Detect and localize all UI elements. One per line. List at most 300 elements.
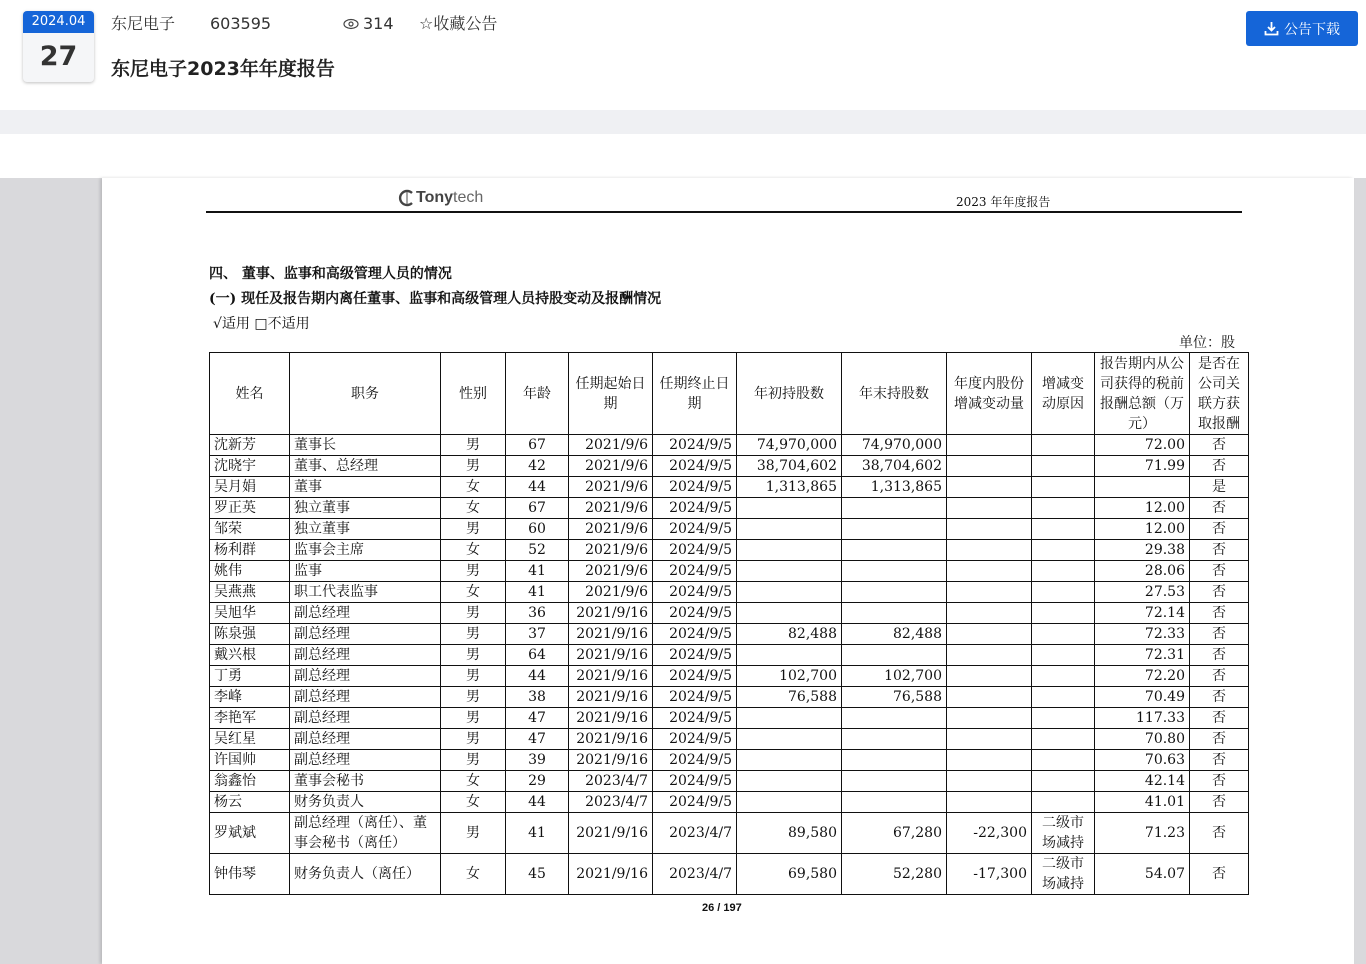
table-cell: 2024/9/5 <box>653 456 737 477</box>
table-cell: 2021/9/16 <box>569 603 653 624</box>
table-cell <box>947 456 1032 477</box>
download-button[interactable] <box>1246 11 1358 46</box>
stock-code[interactable]: 603595 <box>210 14 272 33</box>
table-cell <box>842 792 947 813</box>
table-cell <box>842 771 947 792</box>
table-cell: 男 <box>441 456 506 477</box>
table-cell: 沈晓宇 <box>210 456 290 477</box>
table-cell: 否 <box>1190 729 1249 750</box>
view-count-value: 314 <box>363 14 394 33</box>
table-cell: 钟伟琴 <box>210 854 290 895</box>
table-cell <box>842 519 947 540</box>
table-cell: 女 <box>441 540 506 561</box>
table-cell: 72.31 <box>1095 645 1190 666</box>
table-cell: 82,488 <box>842 624 947 645</box>
download-label: 公告下载 <box>1284 21 1340 38</box>
page-number: 26 / 197 <box>702 902 742 914</box>
viewer-margin-right <box>1354 178 1366 964</box>
table-cell: 女 <box>441 498 506 519</box>
table-cell <box>842 540 947 561</box>
table-cell: 47 <box>506 708 569 729</box>
table-cell: 2023/4/7 <box>569 792 653 813</box>
table-cell: 否 <box>1190 519 1249 540</box>
table-cell: 2024/9/5 <box>653 498 737 519</box>
table-row <box>210 561 1249 582</box>
table-cell: 财务负责人（离任） <box>290 854 441 895</box>
table-cell <box>947 708 1032 729</box>
table-cell <box>737 750 842 771</box>
table-cell: 男 <box>441 813 506 854</box>
table-row <box>210 813 1249 854</box>
table-cell: 2024/9/5 <box>653 435 737 456</box>
table-cell: 41 <box>506 582 569 603</box>
column-header: 任期终止日期 <box>653 353 737 435</box>
table-cell <box>737 561 842 582</box>
table-row <box>210 435 1249 456</box>
table-cell: 男 <box>441 519 506 540</box>
table-cell: 男 <box>441 645 506 666</box>
table-cell: 吴红星 <box>210 729 290 750</box>
table-row <box>210 666 1249 687</box>
announcement-header <box>0 0 1366 110</box>
table-cell: 吴燕燕 <box>210 582 290 603</box>
table-cell: -17,300 <box>947 854 1032 895</box>
table-cell: 2021/9/16 <box>569 666 653 687</box>
table-cell: 否 <box>1190 624 1249 645</box>
table-row <box>210 540 1249 561</box>
table-cell: 117.33 <box>1095 708 1190 729</box>
table-cell: 89,580 <box>737 813 842 854</box>
table-cell <box>842 603 947 624</box>
table-cell <box>737 771 842 792</box>
table-cell <box>737 645 842 666</box>
table-cell: 2021/9/16 <box>569 624 653 645</box>
table-cell: 102,700 <box>842 666 947 687</box>
table-cell: 2024/9/5 <box>653 561 737 582</box>
table-cell: 独立董事 <box>290 498 441 519</box>
table-cell: 1,313,865 <box>737 477 842 498</box>
table-cell <box>1032 498 1095 519</box>
table-cell: 76,588 <box>737 687 842 708</box>
table-cell <box>842 561 947 582</box>
view-count <box>343 13 394 35</box>
table-cell: 2021/9/6 <box>569 561 653 582</box>
table-cell: 2024/9/5 <box>653 582 737 603</box>
table-cell: 2024/9/5 <box>653 666 737 687</box>
table-cell <box>842 750 947 771</box>
table-cell: 男 <box>441 687 506 708</box>
table-cell: 许国帅 <box>210 750 290 771</box>
table-cell: 董事长 <box>290 435 441 456</box>
table-cell: 2021/9/6 <box>569 498 653 519</box>
table-cell: 副总经理 <box>290 708 441 729</box>
table-cell: 41 <box>506 813 569 854</box>
logo-brand: Tony <box>416 189 454 206</box>
download-icon <box>1264 21 1279 36</box>
table-cell: 52 <box>506 540 569 561</box>
table-cell <box>947 624 1032 645</box>
table-cell: 67,280 <box>842 813 947 854</box>
table-cell: 38,704,602 <box>842 456 947 477</box>
table-cell: 2021/9/6 <box>569 540 653 561</box>
table-cell: 82,488 <box>737 624 842 645</box>
table-cell: 男 <box>441 750 506 771</box>
table-cell: 2024/9/5 <box>653 771 737 792</box>
table-cell: 2024/9/5 <box>653 519 737 540</box>
table-cell: 否 <box>1190 708 1249 729</box>
table-cell: 27.53 <box>1095 582 1190 603</box>
table-cell: 38 <box>506 687 569 708</box>
table-cell: 丁勇 <box>210 666 290 687</box>
table-cell: 64 <box>506 645 569 666</box>
table-cell: 男 <box>441 435 506 456</box>
table-cell: 杨云 <box>210 792 290 813</box>
table-cell <box>947 687 1032 708</box>
table-cell: 71.99 <box>1095 456 1190 477</box>
column-header: 增减变动原因 <box>1032 353 1095 435</box>
table-cell: 2024/9/5 <box>653 477 737 498</box>
viewer-margin-left <box>0 178 102 964</box>
divider-band <box>0 110 1366 134</box>
column-header: 职务 <box>290 353 441 435</box>
column-header: 性别 <box>441 353 506 435</box>
table-cell <box>842 708 947 729</box>
table-cell: 男 <box>441 708 506 729</box>
table-cell <box>842 582 947 603</box>
date-year-month: 2024.04 <box>23 11 94 33</box>
table-cell: 2024/9/5 <box>653 624 737 645</box>
table-cell: 42.14 <box>1095 771 1190 792</box>
table-cell: 54.07 <box>1095 854 1190 895</box>
table-cell: 29.38 <box>1095 540 1190 561</box>
company-logo <box>398 188 483 208</box>
table-cell <box>1032 582 1095 603</box>
table-cell: 70.80 <box>1095 729 1190 750</box>
table-row <box>210 750 1249 771</box>
table-cell <box>842 645 947 666</box>
table-cell: 36 <box>506 603 569 624</box>
table-cell <box>947 771 1032 792</box>
table-cell: 2021/9/16 <box>569 750 653 771</box>
table-cell: 72.00 <box>1095 435 1190 456</box>
table-cell: 否 <box>1190 771 1249 792</box>
table-row <box>210 771 1249 792</box>
table-cell: 副总经理 <box>290 603 441 624</box>
table-cell: 60 <box>506 519 569 540</box>
table-cell: 12.00 <box>1095 519 1190 540</box>
table-cell: 二级市场减持 <box>1032 854 1095 895</box>
table-cell: 2021/9/6 <box>569 519 653 540</box>
table-cell: 监事会主席 <box>290 540 441 561</box>
table-cell: 否 <box>1190 750 1249 771</box>
subsection-title: (一) 现任及报告期内离任董事、监事和高级管理人员持股变动及报酬情况 <box>209 291 662 307</box>
table-cell <box>1032 519 1095 540</box>
column-header: 年度内股份增减变动量 <box>947 353 1032 435</box>
table-cell <box>1095 477 1190 498</box>
table-cell: 吴月娟 <box>210 477 290 498</box>
column-header: 年末持股数 <box>842 353 947 435</box>
table-cell: 副总经理 <box>290 645 441 666</box>
table-cell: 2021/9/16 <box>569 687 653 708</box>
table-cell: 否 <box>1190 498 1249 519</box>
table-cell: 翁鑫怡 <box>210 771 290 792</box>
table-cell <box>1032 708 1095 729</box>
table-cell <box>947 666 1032 687</box>
table-cell: 男 <box>441 729 506 750</box>
table-cell <box>1032 540 1095 561</box>
table-cell: 副总经理 <box>290 687 441 708</box>
table-row <box>210 687 1249 708</box>
table-cell <box>737 540 842 561</box>
table-cell: 女 <box>441 582 506 603</box>
table-cell <box>737 582 842 603</box>
section-title: 四、 董事、监事和高级管理人员的情况 <box>209 266 452 282</box>
pdf-viewer[interactable] <box>0 134 1366 964</box>
table-cell: 否 <box>1190 582 1249 603</box>
table-cell <box>737 729 842 750</box>
table-cell: 李峰 <box>210 687 290 708</box>
table-cell <box>737 498 842 519</box>
table-cell: 男 <box>441 603 506 624</box>
table-cell: 吴旭华 <box>210 603 290 624</box>
table-cell <box>1032 624 1095 645</box>
table-cell <box>947 498 1032 519</box>
table-cell: 2024/9/5 <box>653 645 737 666</box>
table-cell: 否 <box>1190 645 1249 666</box>
table-row <box>210 729 1249 750</box>
table-cell: 否 <box>1190 792 1249 813</box>
table-cell: 70.63 <box>1095 750 1190 771</box>
table-cell: 2024/9/5 <box>653 729 737 750</box>
table-cell <box>1032 435 1095 456</box>
table-cell <box>947 729 1032 750</box>
table-cell <box>737 603 842 624</box>
table-cell: 74,970,000 <box>737 435 842 456</box>
table-cell: 男 <box>441 561 506 582</box>
table-cell: 否 <box>1190 456 1249 477</box>
table-cell: 独立董事 <box>290 519 441 540</box>
table-row <box>210 456 1249 477</box>
table-cell <box>947 603 1032 624</box>
table-row <box>210 498 1249 519</box>
table-cell <box>1032 561 1095 582</box>
table-row <box>210 854 1249 895</box>
table-cell: 2024/9/5 <box>653 687 737 708</box>
table-cell <box>947 750 1032 771</box>
table-cell: 41 <box>506 561 569 582</box>
table-cell: 邹荣 <box>210 519 290 540</box>
table-cell: 2024/9/5 <box>653 708 737 729</box>
page-title: 东尼电子2023年年度报告 <box>111 58 335 80</box>
table-cell: 2021/9/16 <box>569 708 653 729</box>
column-header: 任期起始日期 <box>569 353 653 435</box>
table-cell: 47 <box>506 729 569 750</box>
table-cell: 男 <box>441 624 506 645</box>
table-cell: 72.33 <box>1095 624 1190 645</box>
table-cell: 69,580 <box>737 854 842 895</box>
table-cell: 2024/9/5 <box>653 750 737 771</box>
table-cell <box>737 792 842 813</box>
table-cell: 董事会秘书 <box>290 771 441 792</box>
table-cell: 女 <box>441 771 506 792</box>
table-cell: 副总经理 <box>290 666 441 687</box>
table-cell: 44 <box>506 666 569 687</box>
table-cell: 女 <box>441 792 506 813</box>
table-cell: 董事、总经理 <box>290 456 441 477</box>
table-cell: 72.14 <box>1095 603 1190 624</box>
table-cell <box>1032 687 1095 708</box>
table-cell <box>842 498 947 519</box>
tonytech-logo-icon <box>398 189 416 207</box>
table-cell: 是 <box>1190 477 1249 498</box>
table-cell: 2023/4/7 <box>653 854 737 895</box>
table-cell: 财务负责人 <box>290 792 441 813</box>
table-cell: 否 <box>1190 687 1249 708</box>
table-cell: 2023/4/7 <box>653 813 737 854</box>
table-cell: 71.23 <box>1095 813 1190 854</box>
table-cell: 罗正英 <box>210 498 290 519</box>
table-cell: 副总经理 <box>290 750 441 771</box>
table-cell <box>1032 750 1095 771</box>
table-cell: 67 <box>506 498 569 519</box>
table-cell: 沈新芳 <box>210 435 290 456</box>
date-badge <box>23 11 94 82</box>
table-cell <box>1032 666 1095 687</box>
table-row <box>210 792 1249 813</box>
table-cell <box>1032 456 1095 477</box>
table-cell <box>947 561 1032 582</box>
table-row <box>210 708 1249 729</box>
logo-suffix: tech <box>453 189 484 206</box>
table-cell <box>947 645 1032 666</box>
table-cell <box>1032 771 1095 792</box>
table-cell <box>947 582 1032 603</box>
date-day: 27 <box>39 41 78 72</box>
table-cell: 2021/9/6 <box>569 435 653 456</box>
table-cell: 2021/9/6 <box>569 477 653 498</box>
company-name[interactable]: 东尼电子 <box>111 14 176 33</box>
table-cell: 2021/9/16 <box>569 854 653 895</box>
table-cell: 38,704,602 <box>737 456 842 477</box>
table-cell: 2021/9/16 <box>569 813 653 854</box>
table-cell: 2023/4/7 <box>569 771 653 792</box>
management-table <box>209 352 1249 895</box>
table-cell: 否 <box>1190 540 1249 561</box>
table-cell: 52,280 <box>842 854 947 895</box>
header-rule <box>206 211 1242 213</box>
table-cell <box>842 729 947 750</box>
table-cell <box>947 792 1032 813</box>
table-cell: 男 <box>441 666 506 687</box>
column-header: 姓名 <box>210 353 290 435</box>
table-row <box>210 519 1249 540</box>
table-cell: 女 <box>441 854 506 895</box>
table-cell: 12.00 <box>1095 498 1190 519</box>
table-cell <box>947 477 1032 498</box>
table-cell: 39 <box>506 750 569 771</box>
table-cell <box>947 519 1032 540</box>
table-cell: -22,300 <box>947 813 1032 854</box>
table-cell: 76,588 <box>842 687 947 708</box>
unit-label: 单位：股 <box>1179 335 1235 351</box>
table-cell: 29 <box>506 771 569 792</box>
table-row <box>210 645 1249 666</box>
table-row <box>210 624 1249 645</box>
table-cell: 37 <box>506 624 569 645</box>
table-cell: 监事 <box>290 561 441 582</box>
table-cell: 职工代表监事 <box>290 582 441 603</box>
pdf-page <box>102 178 1354 964</box>
table-cell <box>737 708 842 729</box>
table-cell: 1,313,865 <box>842 477 947 498</box>
table-cell: 戴兴根 <box>210 645 290 666</box>
favorite-button[interactable]: ☆收藏公告 <box>419 14 498 33</box>
table-cell <box>947 540 1032 561</box>
column-header: 报告期内从公司获得的税前报酬总额（万元） <box>1095 353 1190 435</box>
table-cell <box>1032 645 1095 666</box>
table-cell: 副总经理 <box>290 729 441 750</box>
table-cell: 否 <box>1190 603 1249 624</box>
column-header: 年初持股数 <box>737 353 842 435</box>
table-cell: 陈泉强 <box>210 624 290 645</box>
table-cell: 42 <box>506 456 569 477</box>
table-cell: 102,700 <box>737 666 842 687</box>
table-cell: 72.20 <box>1095 666 1190 687</box>
table-cell: 否 <box>1190 813 1249 854</box>
table-row <box>210 582 1249 603</box>
table-cell: 二级市场减持 <box>1032 813 1095 854</box>
table-cell: 李艳军 <box>210 708 290 729</box>
table-cell <box>1032 603 1095 624</box>
table-row <box>210 603 1249 624</box>
table-cell <box>1032 792 1095 813</box>
table-cell: 45 <box>506 854 569 895</box>
table-cell: 70.49 <box>1095 687 1190 708</box>
table-cell: 否 <box>1190 561 1249 582</box>
table-cell: 44 <box>506 792 569 813</box>
column-header: 年龄 <box>506 353 569 435</box>
table-cell: 副总经理 <box>290 624 441 645</box>
table-cell: 2021/9/6 <box>569 582 653 603</box>
table-cell <box>1032 729 1095 750</box>
report-header: 2023 年年度报告 <box>956 195 1051 209</box>
table-cell: 2024/9/5 <box>653 603 737 624</box>
table-cell: 74,970,000 <box>842 435 947 456</box>
applicability-note: √适用 □不适用 <box>213 316 310 332</box>
table-cell: 女 <box>441 477 506 498</box>
table-cell: 44 <box>506 477 569 498</box>
table-cell: 2024/9/5 <box>653 792 737 813</box>
column-header: 是否在公司关联方获取报酬 <box>1190 353 1249 435</box>
table-cell <box>737 519 842 540</box>
table-cell <box>947 435 1032 456</box>
table-cell: 否 <box>1190 666 1249 687</box>
table-cell: 否 <box>1190 435 1249 456</box>
table-cell: 67 <box>506 435 569 456</box>
table-row <box>210 477 1249 498</box>
table-cell: 41.01 <box>1095 792 1190 813</box>
table-cell: 姚伟 <box>210 561 290 582</box>
table-cell: 杨利群 <box>210 540 290 561</box>
table-cell: 董事 <box>290 477 441 498</box>
table-cell: 2021/9/16 <box>569 729 653 750</box>
table-cell: 罗斌斌 <box>210 813 290 854</box>
table-cell: 副总经理（离任）、董事会秘书（离任） <box>290 813 441 854</box>
table-cell <box>1032 477 1095 498</box>
table-cell: 2021/9/16 <box>569 645 653 666</box>
table-cell: 2024/9/5 <box>653 540 737 561</box>
table-cell: 2021/9/6 <box>569 456 653 477</box>
